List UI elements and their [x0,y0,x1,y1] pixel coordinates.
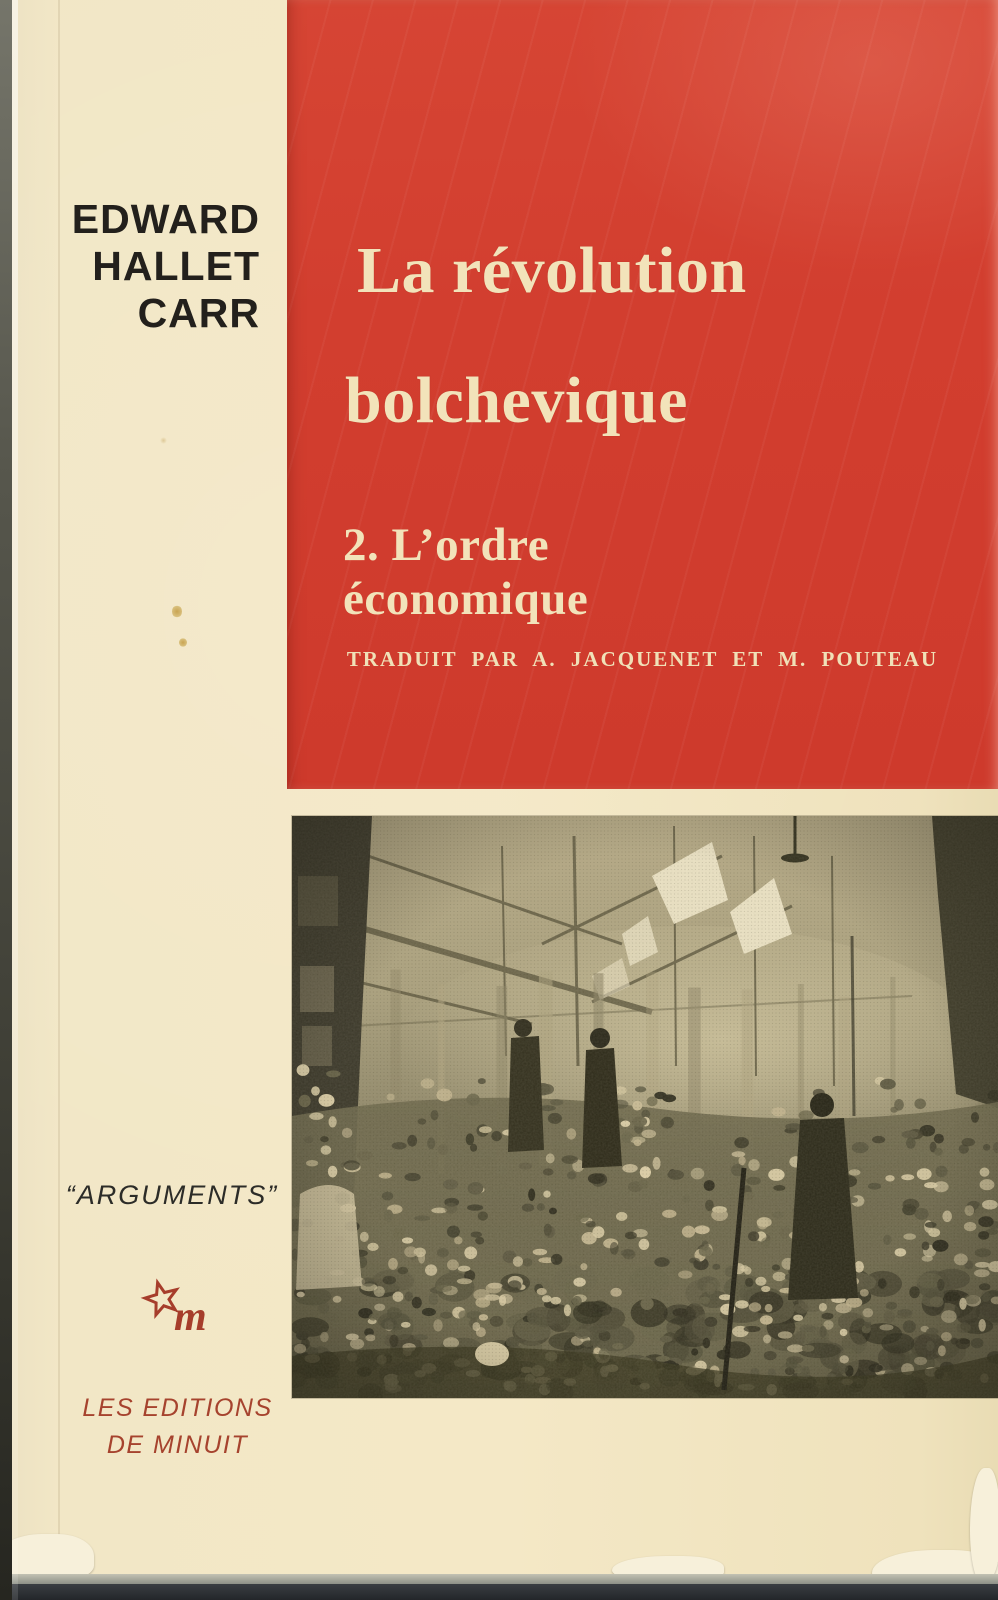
red-title-panel [287,0,998,789]
page-edge-crease [58,0,60,1583]
book-title-line2: bolchevique [345,364,688,437]
author-line: CARR [137,290,260,336]
publisher-logo [138,1272,230,1344]
foxing-spot [172,605,182,618]
photo-vignette [292,816,998,1398]
series-name: “ARGUMENTS” [65,1180,279,1210]
translator-credit: TRADUIT PAR A. JACQUENET ET M. POUTEAU [346,647,939,671]
book-title-line1: La révolution [357,234,747,307]
publisher-line: DE MINUIT [106,1431,249,1459]
crowd-photo [292,816,998,1398]
cover-photograph [292,816,998,1398]
paper-tear [970,1468,998,1583]
publisher-name [50,1390,305,1464]
volume-subtitle-line2: économique [343,573,589,625]
book-spine-edge [0,0,12,1600]
star-m-monogram [138,1272,230,1344]
red-star-icon [145,1283,176,1315]
author-name [0,196,260,337]
table-edge-dark [0,1584,998,1600]
spine-highlight [12,0,18,1600]
monogram-letter: m [174,1294,207,1340]
foxing-spot [160,437,167,444]
author-line: HALLET [92,243,260,289]
author-line: EDWARD [71,196,260,242]
foxing-spot [179,638,187,647]
volume-subtitle-line1: 2. L’ordre [343,519,550,571]
publisher-line: LES EDITIONS [82,1394,273,1422]
